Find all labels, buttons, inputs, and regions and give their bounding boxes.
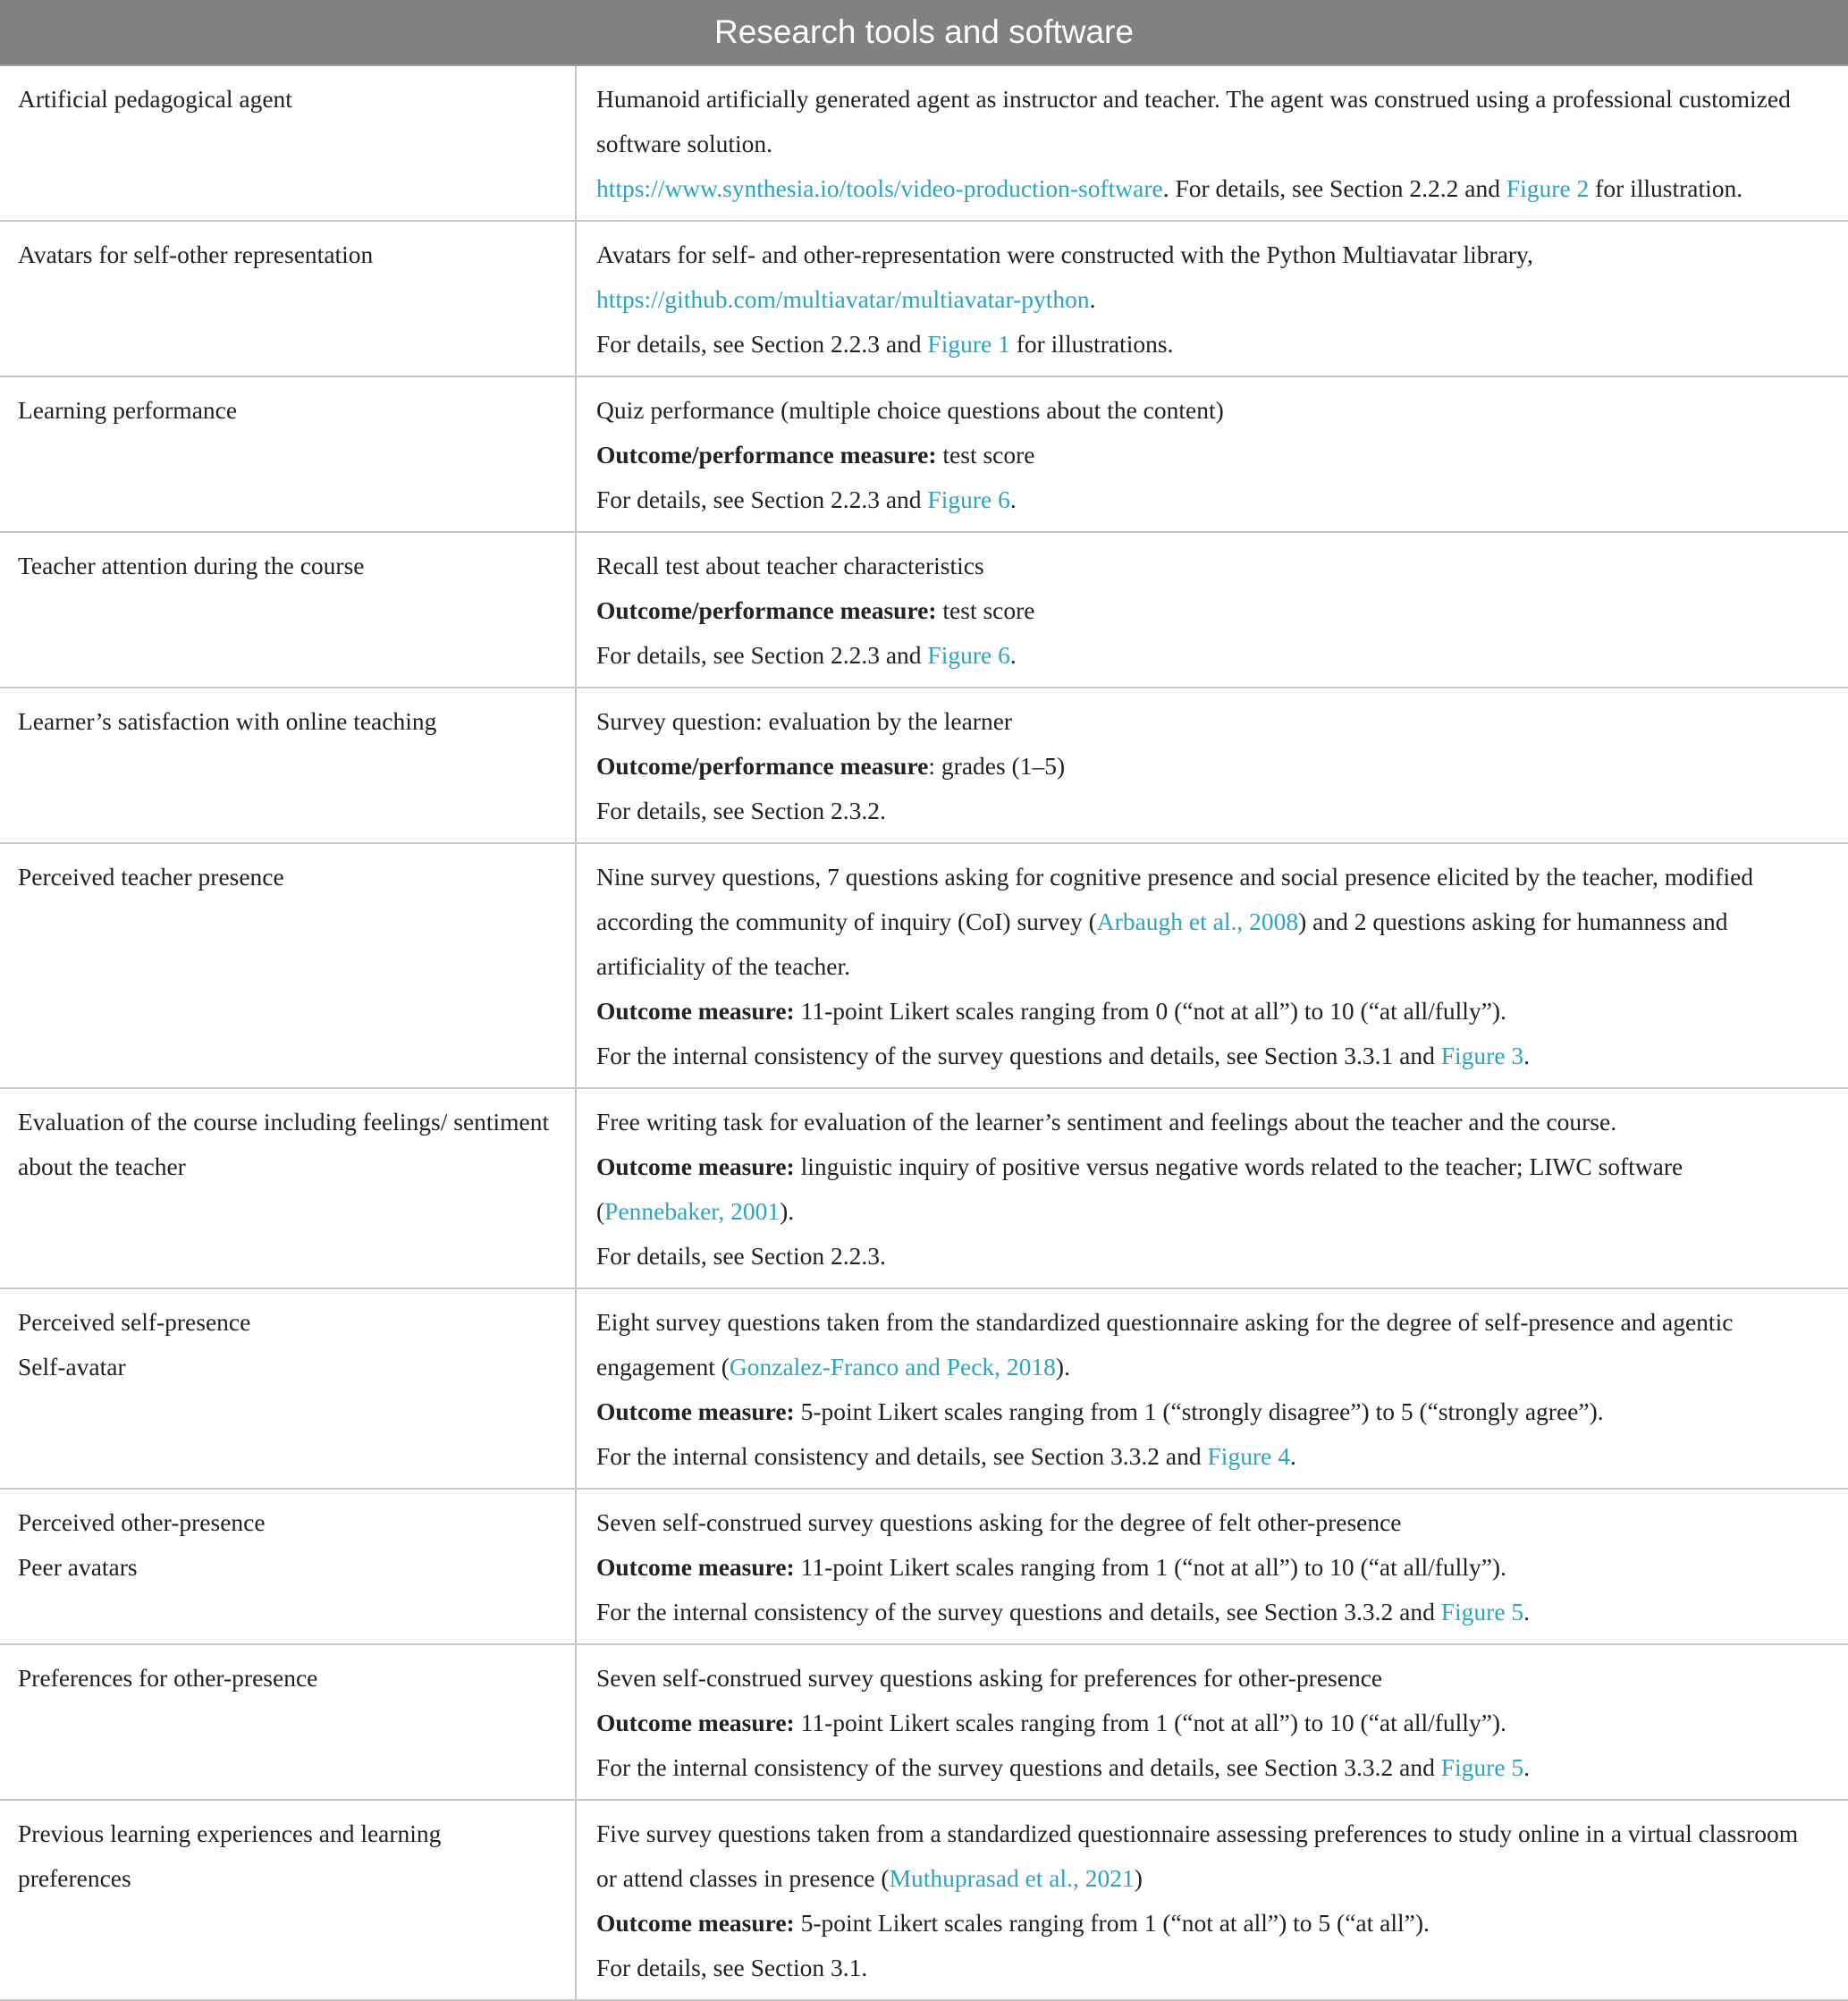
row-description-cell <box>576 843 1848 1088</box>
row-description-cell <box>576 1800 1848 2000</box>
description-text: For the internal consistency of the survey questions and details, see Section 3.3.1 and <box>596 1042 1441 1069</box>
outcome-measure-label: Outcome measure: <box>596 1909 795 1937</box>
description-text: . For details, see Section 2.2.2 and <box>1162 174 1506 202</box>
reference-link[interactable]: Gonzalez-Franco and Peck, 2018 <box>729 1353 1056 1380</box>
row-label: Perceived other-presence <box>18 1508 266 1536</box>
description-text: ) <box>1134 1864 1143 1892</box>
row-label-cell <box>0 688 576 843</box>
table-row <box>0 221 1848 376</box>
description-text: For the internal consistency of the survey questions and details, see Section 3.3.2 and <box>596 1598 1441 1625</box>
description-line <box>596 1745 1816 1790</box>
description-text: 11-point Likert scales ranging from 1 (“not at all”) to 10 (“at all/fully”). <box>794 1553 1506 1581</box>
outcome-measure-label: Outcome/performance measure: <box>596 596 937 624</box>
row-label-cell <box>0 843 576 1088</box>
description-line <box>596 633 1816 678</box>
row-description-cell <box>576 1288 1848 1489</box>
description-line: Seven self-construed survey questions asking for the degree of felt other-presence <box>596 1508 1402 1536</box>
description-text: . <box>1089 285 1096 313</box>
row-label-cell <box>0 65 576 221</box>
description-text: test score <box>936 441 1035 469</box>
outcome-measure-label: Outcome measure: <box>596 1152 795 1180</box>
description-text: Nine survey questions, 7 questions asking for cognitive presence and social presence elicited by the teacher, modified according the community of inquiry (CoI) survey ( <box>596 863 1754 935</box>
description-line <box>596 1034 1816 1078</box>
reference-link[interactable]: Figure 5 <box>1440 1598 1524 1625</box>
reference-link[interactable]: Figure 3 <box>1440 1042 1524 1069</box>
description-line: Survey question: evaluation by the learner <box>596 707 1013 735</box>
reference-link[interactable]: Figure 4 <box>1207 1442 1290 1470</box>
reference-link[interactable]: https://github.com/multiavatar/multiavatar-python <box>596 285 1090 313</box>
outcome-measure-label: Outcome/performance measure: <box>596 441 937 469</box>
description-text: ). <box>780 1197 795 1225</box>
description-text: For details, see Section 2.2.3 and <box>596 641 928 669</box>
table-row <box>0 532 1848 688</box>
reference-link[interactable]: Muthuprasad et al., 2021 <box>889 1864 1135 1892</box>
table-row <box>0 1489 1848 1644</box>
description-text: . <box>1523 1753 1531 1781</box>
reference-link[interactable]: Figure 5 <box>1440 1753 1524 1781</box>
table-title: Research tools and software <box>0 0 1848 65</box>
description-text: for illustrations. <box>1009 330 1174 358</box>
row-label: Self-avatar <box>18 1353 126 1380</box>
row-label: Teacher attention during the course <box>18 552 365 579</box>
description-line: For details, see Section 2.3.2. <box>596 797 886 824</box>
row-label: Artificial pedagogical agent <box>18 85 292 113</box>
description-line <box>596 477 1816 522</box>
row-label-cell <box>0 376 576 532</box>
row-label-cell <box>0 1800 576 2000</box>
description-text: for illustration. <box>1589 174 1743 202</box>
row-label: Learning performance <box>18 396 238 424</box>
description-text: linguistic inquiry of positive versus negative words related to the teacher; LIWC software ( <box>596 1152 1683 1225</box>
description-line: For details, see Section 3.1. <box>596 1954 868 1981</box>
description-line <box>596 1590 1816 1634</box>
table-row <box>0 1644 1848 1800</box>
table-row <box>0 1088 1848 1288</box>
description-text: test score <box>936 596 1035 624</box>
description-line <box>596 989 1816 1034</box>
description-text: For details, see Section 2.2.3 and <box>596 485 928 513</box>
reference-link[interactable]: Pennebaker, 2001 <box>604 1197 781 1225</box>
reference-link[interactable]: Figure 2 <box>1506 174 1590 202</box>
row-label-cell <box>0 1088 576 1288</box>
row-description-cell <box>576 376 1848 532</box>
description-line: For details, see Section 2.2.3. <box>596 1242 886 1270</box>
description-text: 5-point Likert scales ranging from 1 (“strongly disagree”) to 5 (“strongly agree”). <box>794 1397 1604 1425</box>
row-description-cell <box>576 65 1848 221</box>
row-description-cell <box>576 221 1848 376</box>
row-description-cell <box>576 1489 1848 1644</box>
description-text: For the internal consistency of the survey questions and details, see Section 3.3.2 and <box>596 1753 1441 1781</box>
row-description-cell <box>576 688 1848 843</box>
description-text: 5-point Likert scales ranging from 1 (“not at all”) to 5 (“at all”). <box>794 1909 1430 1937</box>
description-text: . <box>1523 1042 1531 1069</box>
description-line: Quiz performance (multiple choice questions about the content) <box>596 396 1224 424</box>
row-label-cell <box>0 1644 576 1800</box>
description-text: Eight survey questions taken from the standardized questionnaire asking for the degree of self-presence and agentic engagement ( <box>596 1308 1734 1380</box>
description-line: Humanoid artificially generated agent as instructor and teacher. The agent was construed using a professional customized software solution. <box>596 85 1791 157</box>
row-label: Learner’s satisfaction with online teaching <box>18 707 437 735</box>
description-line <box>596 1545 1816 1590</box>
row-label-cell <box>0 1489 576 1644</box>
outcome-measure-label: Outcome/performance measure <box>596 752 929 780</box>
description-line <box>596 744 1816 789</box>
row-description-cell <box>576 532 1848 688</box>
description-text: . <box>1009 641 1017 669</box>
row-label: Peer avatars <box>18 1553 138 1581</box>
description-text: : grades (1–5) <box>928 752 1066 780</box>
table-row <box>0 376 1848 532</box>
description-line <box>596 1811 1816 1901</box>
description-line <box>596 232 1816 322</box>
row-description-cell <box>576 1088 1848 1288</box>
description-line: Recall test about teacher characteristics <box>596 552 984 579</box>
table-header-row <box>0 0 1848 65</box>
table-row <box>0 65 1848 221</box>
row-label: Perceived self-presence <box>18 1308 251 1336</box>
reference-link[interactable]: Figure 1 <box>927 330 1010 358</box>
row-label: Avatars for self-other representation <box>18 241 374 268</box>
description-text: ) and 2 questions asking for humanness and artificiality of the teacher. <box>596 908 1728 980</box>
row-label: Previous learning experiences and learning preferences <box>18 1819 442 1892</box>
description-text: Avatars for self- and other-representation were constructed with the Python Multiavatar library, <box>596 241 1533 268</box>
description-line <box>596 855 1816 989</box>
description-line <box>596 166 1816 211</box>
description-line <box>596 1901 1816 1946</box>
reference-link[interactable]: Figure 6 <box>927 641 1010 669</box>
table-row <box>0 1288 1848 1489</box>
row-label: Evaluation of the course including feelings/ sentiment about the teacher <box>18 1108 550 1180</box>
description-text: ). <box>1055 1353 1070 1380</box>
table-row <box>0 688 1848 843</box>
row-label: Perceived teacher presence <box>18 863 284 891</box>
reference-link[interactable]: Arbaugh et al., 2008 <box>1096 908 1299 935</box>
description-text: For details, see Section 2.2.3 and <box>596 330 928 358</box>
description-line <box>596 1434 1816 1479</box>
description-line <box>596 433 1816 477</box>
description-line <box>596 322 1816 367</box>
outcome-measure-label: Outcome measure: <box>596 1553 795 1581</box>
row-label: Preferences for other-presence <box>18 1664 318 1692</box>
reference-link[interactable]: https://www.synthesia.io/tools/video-production-software <box>596 174 1163 202</box>
outcome-measure-label: Outcome measure: <box>596 1397 795 1425</box>
row-label-cell <box>0 1288 576 1489</box>
description-line: Seven self-construed survey questions asking for preferences for other-presence <box>596 1664 1383 1692</box>
row-label-cell <box>0 221 576 376</box>
description-line <box>596 1300 1816 1389</box>
description-text: . <box>1523 1598 1531 1625</box>
reference-link[interactable]: Figure 6 <box>927 485 1010 513</box>
description-line <box>596 588 1816 633</box>
description-text: Five survey questions taken from a standardized questionnaire assessing preferences to study online in a virtual classroom or attend classes in presence ( <box>596 1819 1799 1892</box>
table-body <box>0 65 1848 2000</box>
description-line <box>596 1701 1816 1745</box>
description-text: For the internal consistency and details, see Section 3.3.2 and <box>596 1442 1208 1470</box>
row-label-cell <box>0 532 576 688</box>
description-line: Free writing task for evaluation of the learner’s sentiment and feelings about the teacher and the course. <box>596 1108 1617 1136</box>
table-row <box>0 843 1848 1088</box>
outcome-measure-label: Outcome measure: <box>596 1709 795 1736</box>
description-text: 11-point Likert scales ranging from 0 (“not at all”) to 10 (“at all/fully”). <box>794 997 1506 1025</box>
description-text: . <box>1009 485 1017 513</box>
table-row <box>0 1800 1848 2000</box>
description-text: 11-point Likert scales ranging from 1 (“not at all”) to 10 (“at all/fully”). <box>794 1709 1506 1736</box>
row-description-cell <box>576 1644 1848 1800</box>
outcome-measure-label: Outcome measure: <box>596 997 795 1025</box>
description-text: . <box>1289 1442 1296 1470</box>
description-line <box>596 1144 1816 1234</box>
description-line <box>596 1389 1816 1434</box>
